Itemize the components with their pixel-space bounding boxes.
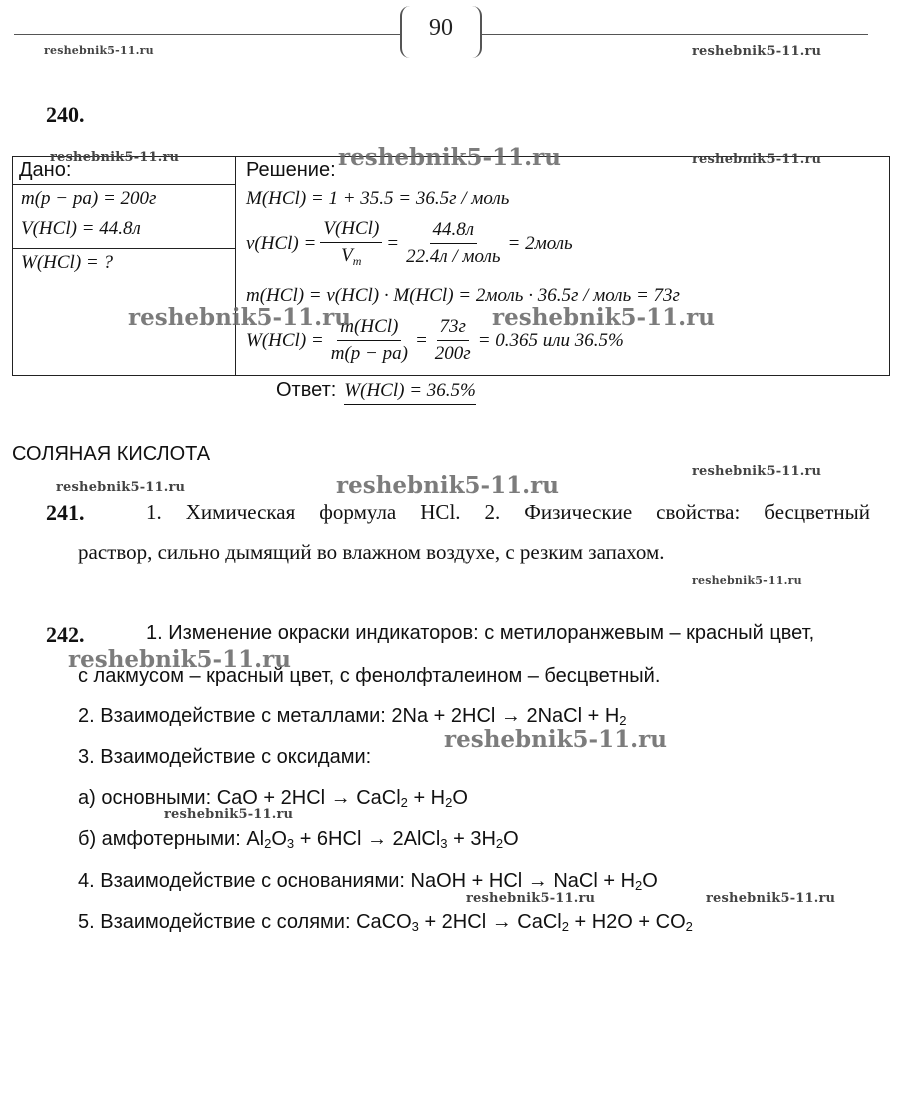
- header-rule-right: [478, 34, 868, 35]
- task-241-line2: раствор, сильно дымящий во влажном воздухе, с резким запахом.: [78, 540, 665, 564]
- watermark: reshebnik5-11.ru: [466, 891, 596, 906]
- formula-molar-mass: M(HCl) = 1 + 35.5 = 36.5г / моль: [246, 188, 510, 209]
- w-result: = 0.365 или 36.5%: [477, 329, 624, 351]
- task-242-item4: 4. Взаимодействие с основаниями: NaOH + HCl → NaCl + $H_2O$: [78, 870, 658, 893]
- task-242-item3a: а) основными: CaO + 2HCl → CaCl$_2$ + $H_2O$: [78, 787, 468, 810]
- solution-header: Решение:: [246, 159, 336, 181]
- watermark: reshebnik5-11.ru: [50, 150, 180, 165]
- formula-nu: [246, 218, 573, 269]
- watermark: reshebnik5-11.ru: [692, 464, 822, 479]
- watermark: reshebnik5-11.ru: [492, 304, 715, 331]
- section-title: СОЛЯНАЯ КИСЛОТА: [12, 443, 211, 465]
- answer-line: [276, 379, 476, 405]
- task-242-item2: 2. Взаимодействие с металлами: 2Na + 2HCl → 2NaCl + $H_2$: [78, 705, 627, 728]
- w-fraction-2: [432, 316, 474, 365]
- watermark: reshebnik5-11.ru: [56, 480, 186, 495]
- w-frac2-denominator: 200г: [434, 343, 471, 364]
- answer-label: Ответ:: [276, 379, 337, 401]
- task-241-line1: 1. Химическая формула HCl. 2. Физические свойства: бесцветный: [146, 500, 870, 524]
- find-value: W(HCl) = ?: [21, 252, 113, 273]
- task-241-number: 241.: [46, 500, 85, 525]
- answer-value: W(HCl) = 36.5%: [344, 380, 476, 405]
- nu-result: = 2моль: [507, 232, 573, 254]
- watermark: reshebnik5-11.ru: [164, 807, 294, 822]
- w-lhs: W(HCl) =: [246, 329, 324, 351]
- nu-fraction-2: [403, 219, 503, 268]
- w-frac1-denominator: m(p − pa): [330, 343, 408, 364]
- given-data-cell: [13, 185, 236, 249]
- given-mass-solution: m(p − pa) = 200г: [21, 188, 157, 209]
- nu-frac2-numerator: 44.8л: [430, 219, 478, 244]
- watermark: reshebnik5-11.ru: [338, 144, 561, 171]
- header-site-right: reshebnik5-11.ru: [692, 44, 822, 59]
- watermark: reshebnik5-11.ru: [444, 726, 667, 753]
- w-frac1-numerator: m(HCl): [337, 316, 401, 341]
- task-242-item5: 5. Взаимодействие с солями: CaCO$_3$ + 2HCl → CaCl$_2$ + $H2O + CO_2$: [78, 911, 693, 934]
- nu-lhs: ν(HCl) =: [246, 232, 317, 254]
- nu-frac2-denominator: 22.4л / моль: [406, 246, 501, 267]
- watermark: reshebnik5-11.ru: [692, 574, 802, 587]
- nu-equals: =: [386, 232, 400, 254]
- watermark: reshebnik5-11.ru: [68, 646, 291, 673]
- given-header: Дано:: [19, 159, 72, 181]
- page-number: 90: [400, 6, 482, 58]
- task-242-item1-line1: 1. Изменение окраски индикаторов: с метилоранжевым – красный цвет,: [146, 622, 815, 644]
- task-242-number: 242.: [46, 622, 85, 647]
- task-242-item3b: б) амфотерными: $Al_2O_3 + 6HCl$ → 2AlCl$_3$ + $3H_2O$: [78, 828, 519, 851]
- header-site-left: reshebnik5-11.ru: [44, 44, 154, 57]
- w-equals: =: [414, 329, 428, 351]
- given-volume-hcl: V(HCl) = 44.8л: [21, 218, 141, 239]
- nu-frac1-numerator: V(HCl): [320, 218, 382, 243]
- task-240-number: 240.: [46, 102, 85, 127]
- header-rule-left: [14, 34, 400, 35]
- formula-mass-hcl: m(HCl) = ν(HCl) · M(HCl) = 2моль · 36.5г / моль = 73г: [246, 285, 680, 306]
- watermark: reshebnik5-11.ru: [706, 891, 836, 906]
- watermark: reshebnik5-11.ru: [128, 304, 351, 331]
- watermark: reshebnik5-11.ru: [692, 152, 822, 167]
- watermark: reshebnik5-11.ru: [336, 472, 559, 499]
- task-242-item3: 3. Взаимодействие с оксидами:: [78, 746, 372, 768]
- nu-fraction-1: [320, 218, 382, 269]
- nu-frac1-denominator: $V_m$: [341, 245, 362, 268]
- w-frac2-numerator: 73г: [437, 316, 469, 341]
- task-242-item1-line2: с лакмусом – красный цвет, с фенолфталеином – бесцветный.: [78, 665, 661, 687]
